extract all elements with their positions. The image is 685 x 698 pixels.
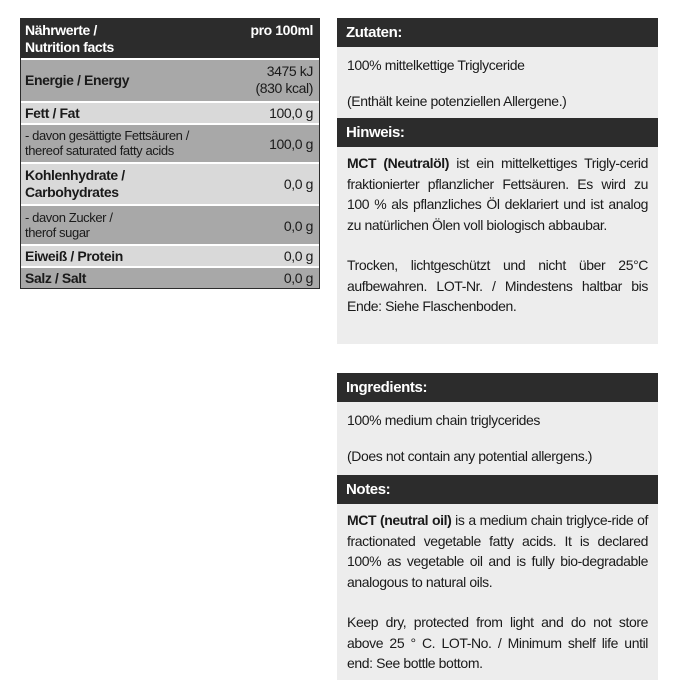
nutrition-row-value: 100,0 g xyxy=(269,105,313,121)
ingredients-line: 100% medium chain triglycerides xyxy=(347,412,541,428)
notes-paragraph xyxy=(347,510,648,592)
german-info-panel xyxy=(337,18,658,344)
nutrition-row-value: 0,0 g xyxy=(283,176,313,192)
nutrition-row-value: 3475 kJ (830 kcal) xyxy=(255,63,313,96)
ingredients-heading: Ingredients: xyxy=(337,373,658,402)
notes-heading: Notes: xyxy=(337,475,658,504)
nutrition-row-saturated-fat xyxy=(21,123,319,162)
nutrition-row-fat xyxy=(21,101,319,123)
nutrition-row-label: Energie / Energy xyxy=(25,72,130,88)
nutrition-row-carbohydrates xyxy=(21,162,319,204)
nutrition-row-sugar xyxy=(21,204,319,244)
ingredients-section xyxy=(337,402,658,475)
nutrition-row-value: 0,0 g xyxy=(283,270,313,286)
nutrition-row-value: 0,0 g xyxy=(283,248,313,264)
nutrition-header-label: Nährwerte / Nutrition facts xyxy=(25,22,114,55)
english-info-panel xyxy=(337,373,658,680)
ingredients-allergen-note: (Does not contain any potential allergens.) xyxy=(347,447,593,464)
notes-storage-text: Keep dry, protected from light and do not store above 25 ° C. LOT-No. / Minimum shelf life until end: See bottle bottom. xyxy=(347,614,648,671)
hinweis-storage-text: Trocken, lichtgeschützt und nicht über 25°C aufbewahren. LOT-Nr. / Mindestens haltbar bis Ende: Siehe Flaschenboden. xyxy=(347,257,648,314)
hinweis-section xyxy=(337,147,658,323)
nutrition-row-label: Eiweiß / Protein xyxy=(25,248,123,264)
nutrition-table xyxy=(20,18,320,289)
nutrition-row-label: - davon Zucker / therof sugar xyxy=(25,210,113,240)
nutrition-row-label: Kohlenhydrate / Carbohydrates xyxy=(25,167,125,200)
zutaten-section xyxy=(337,47,658,118)
nutrition-row-label: - davon gesättigte Fettsäuren / thereof saturated fatty acids xyxy=(25,128,189,158)
hinweis-bold-lead: MCT (Neutralöl) xyxy=(347,155,449,171)
nutrition-row-salt xyxy=(21,266,319,288)
nutrition-row-label: Salz / Salt xyxy=(25,270,86,286)
nutrition-row-value: 0,0 g xyxy=(283,218,313,234)
hinweis-paragraph-text: ist ein mittelkettiges Trigly-cerid fraktionierter pflanzlicher Fettsäuren. Es wird zu 100 % als pflanzliches Öl deklariert und ist analog zu natürlichen Ölen voll biologisch abbaubar. xyxy=(347,155,649,233)
nutrition-row-value: 100,0 g xyxy=(269,136,313,152)
nutrition-header-column: pro 100ml xyxy=(250,22,313,38)
notes-section xyxy=(337,504,658,680)
zutaten-allergen-note: (Enthält keine potenziellen Allergene.) xyxy=(347,92,567,109)
notes-paragraph-text: is a medium chain triglyce-ride of fractionated vegetable fatty acids. It is declared 100% as vegetable oil and is fully bio-degradable analogous to natural oils. xyxy=(347,512,648,590)
notes-bold-lead: MCT (neutral oil) xyxy=(347,512,452,528)
hinweis-paragraph xyxy=(347,153,648,235)
zutaten-line: 100% mittelkettige Triglyceride xyxy=(347,57,525,73)
zutaten-heading: Zutaten: xyxy=(337,18,658,47)
nutrition-row-energy xyxy=(21,58,319,101)
nutrition-table-header xyxy=(21,19,319,58)
nutrition-row-label: Fett / Fat xyxy=(25,105,80,121)
hinweis-heading: Hinweis: xyxy=(337,118,658,147)
nutrition-row-protein xyxy=(21,244,319,266)
